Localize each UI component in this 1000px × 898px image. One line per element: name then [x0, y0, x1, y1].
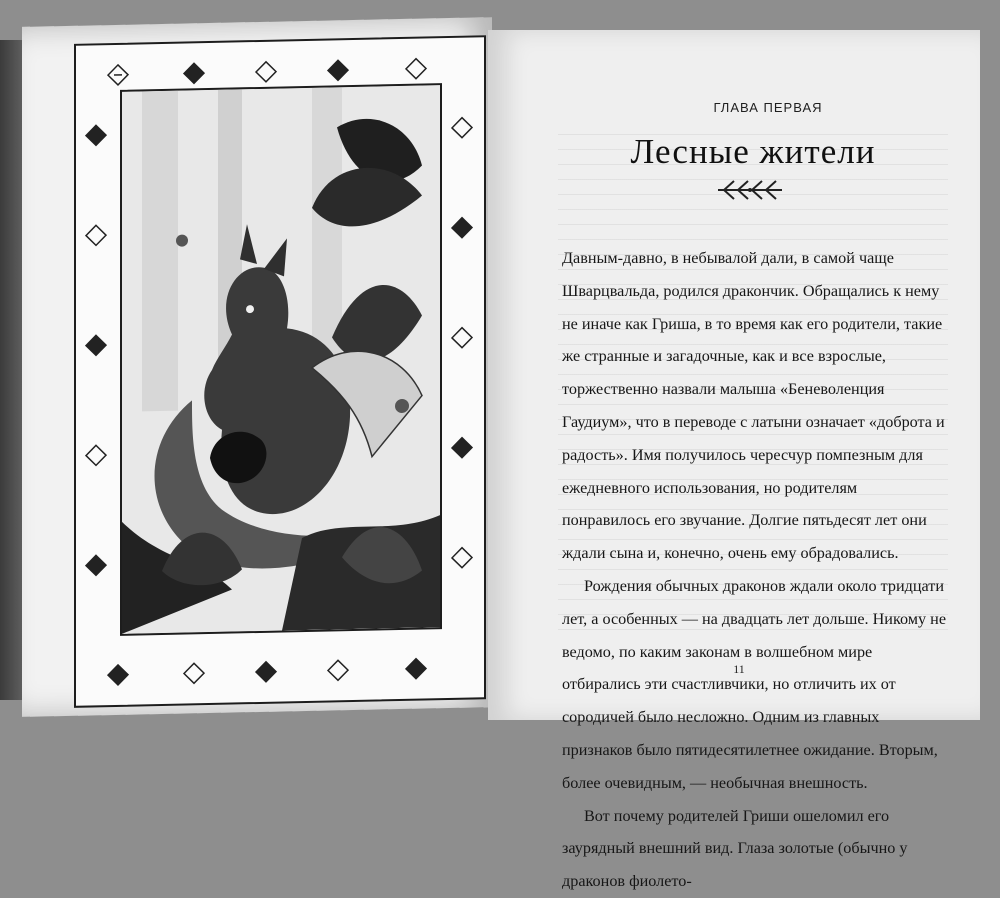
chapter-body: [562, 242, 948, 898]
illustration-frame: [74, 35, 486, 708]
page-number: 11: [733, 662, 745, 676]
paragraph-1: Давным-давно, в небывалой дали, в самой чаще Шварцвальда, родился дракончик. Обращались к нему не иначе как Гриша, в то время как его родители, такие же странные и загадочные, как и все взрослые, торжественно назвали малыша «Беневоленция Гаудиум», что в переводе с латыни означает «доброта и радость». Имя получилось чересчур помпезным для ежедневного использования, но родителям понравилось его звучание. Долгие пятьдесят лет они ждали сына и, конечно, очень ему обрадовались.: [562, 249, 945, 563]
paragraph-2: Рождения обычных драконов ждали около тридцати лет, а особенных — на двадцать лет дольше. Никому не ведомо, по каким законам в волшебном мире отбирались эти счастливчики, но отличить их от сородичей было несложно. Одним из главных признаков было пятидесятилетнее ожидание. Вторым, более очевидным, — необычная внешность.: [562, 576, 947, 792]
paragraph-3: Вот почему родителей Гриши ошеломил его заурядный внешний вид. Глаза золотые (обычно у драконов фиолето-: [562, 806, 908, 891]
dragon-scene: [122, 85, 440, 634]
dragon-in-forest-illustration: [120, 83, 442, 636]
left-page: [22, 17, 492, 717]
right-page: [488, 30, 980, 891]
chapter-title: Лесные жители: [630, 132, 876, 171]
chapter-kicker: ГЛАВА ПЕРВАЯ: [713, 100, 823, 115]
leaf-ornament: [710, 177, 790, 203]
